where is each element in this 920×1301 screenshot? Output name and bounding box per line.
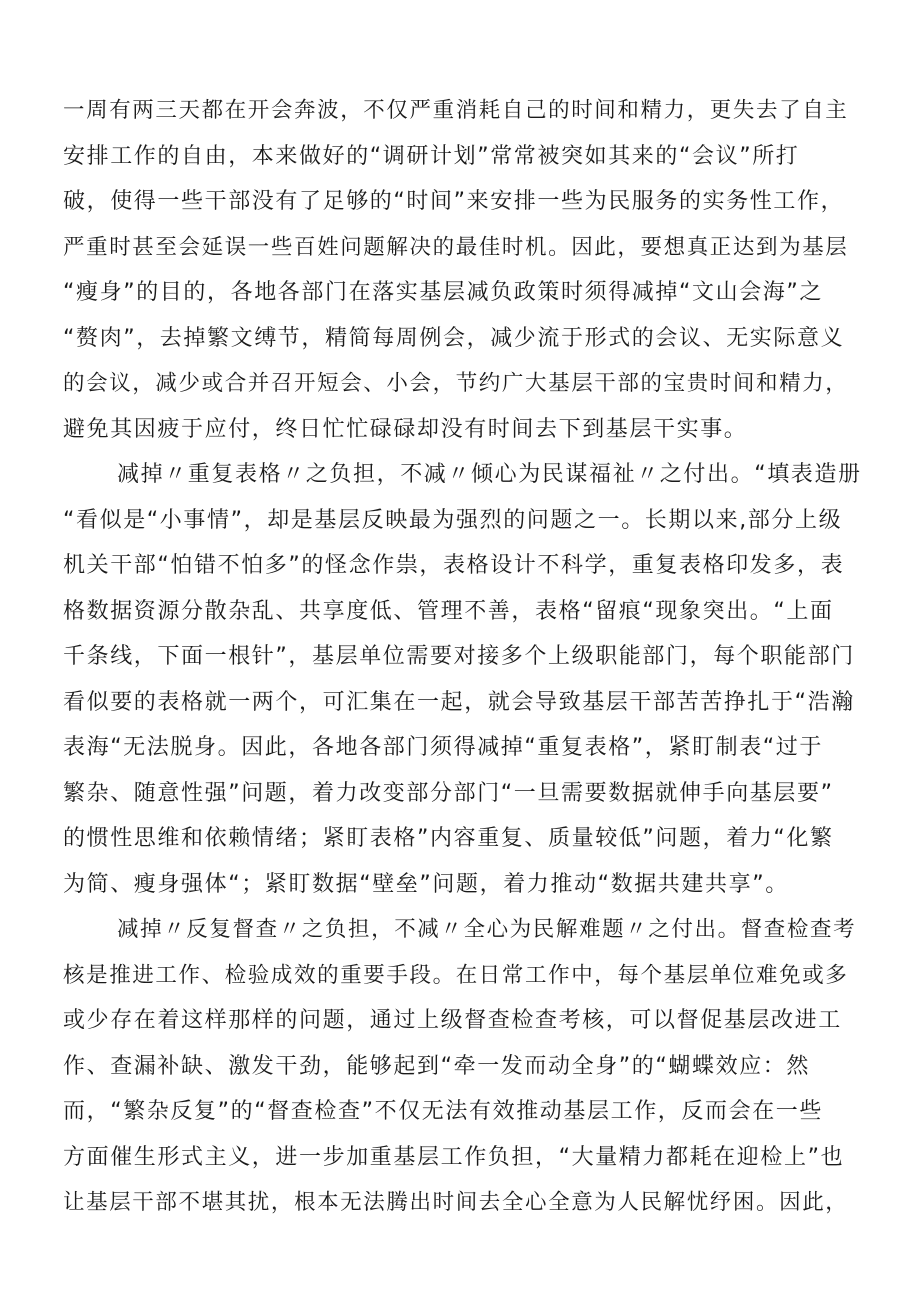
text-line: 看似要的表格就一两个，可汇集在一起，就会导致基层干部苦苦挣扎于“浩瀚 <box>63 690 855 715</box>
paragraph-first-line: 减掉〃反复督查〃之负担，不减〃全心为民解难题〃之付出。督查检查考 <box>117 917 857 942</box>
text-line: 方面催生形式主义，进一步加重基层工作负担，“大量精力都耗在迎检上”也 <box>63 1145 845 1170</box>
text-line: 的会议，减少或合并召开短会、小会，节约广大基层干部的宝贵时间和精力， <box>63 371 849 396</box>
text-line: 作、查漏补缺、激发干劲，能够起到“牵一发而动全身”的“蝴蝶效应：然 <box>63 1054 810 1079</box>
paragraph-first-line: 减掉〃重复表格〃之负担，不减〃倾心为民谋福祉〃之付出。“填表造册 <box>117 462 862 487</box>
text-line: 表海“无法脱身。因此，各地各部门须得减掉“重复表格”，紧盯制表“过于 <box>63 735 823 760</box>
text-line: 繁杂、随意性强”问题，着力改变部分部门“一旦需要数据就伸手向基层要” <box>63 781 834 806</box>
text-line: 安排工作的自由，本来做好的“调研计划”常常被突如其来的“会议”所打 <box>63 144 800 169</box>
text-line: 机关干部“怕错不怕多”的怪念作祟，表格设计不科学，重复表格印发多，表 <box>63 553 845 578</box>
text-line: 格数据资源分散杂乱、共享度低、管理不善，表格“留痕“现象突出。“上面 <box>63 599 834 624</box>
text-line: 千条线，下面一根针”，基层单位需要对接多个上级职能部门，每个职能部门 <box>63 644 855 669</box>
text-line: 避免其因疲于应付，终日忙忙碌碌却没有时间去下到基层干实事。 <box>63 417 748 442</box>
text-line: “看似是“小事情”，却是基层反映最为强烈的问题之一。长期以来,部分上级 <box>63 508 843 533</box>
text-line: 核是推进工作、检验成效的重要手段。在日常工作中，每个基层单位难免或多 <box>63 963 849 988</box>
text-line: 的惯性思维和依赖情绪；紧盯表格”内容重复、质量较低”问题，着力“化繁 <box>63 826 834 851</box>
text-line: “赘肉”，去掉繁文缚节，精简每周例会，减少流于形式的会议、无实际意义 <box>63 326 845 351</box>
text-line: “瘦身”的目的，各地各部门在落实基层减负政策时须得减掉“文山会海”之 <box>63 280 823 305</box>
text-line: 一周有两三天都在开会奔波，不仅严重消耗自己的时间和精力，更失去了自主 <box>63 98 849 123</box>
text-line: 或少存在着这样那样的问题，通过上级督查检查考核，可以督促基层改进工 <box>63 1008 842 1033</box>
text-line: 严重时甚至会延误一些百姓问题解决的最佳时机。因此，要想真正达到为基层 <box>63 235 849 260</box>
text-line: 破，使得一些干部没有了足够的“时间”来安排一些为民服务的实务性工作， <box>63 189 845 214</box>
text-line: 而，“繁杂反复”的“督查检查”不仅无法有效推动基层工作，反而会在一些 <box>63 1099 823 1124</box>
text-line: 让基层干部不堪其扰，根本无法腾出时间去全心全意为人民解忧纾困。因此， <box>63 1190 849 1215</box>
text-line: 为简、瘦身强体“；紧盯数据“壁垒”问题，着力推动“数据共建共享”。 <box>63 872 789 897</box>
